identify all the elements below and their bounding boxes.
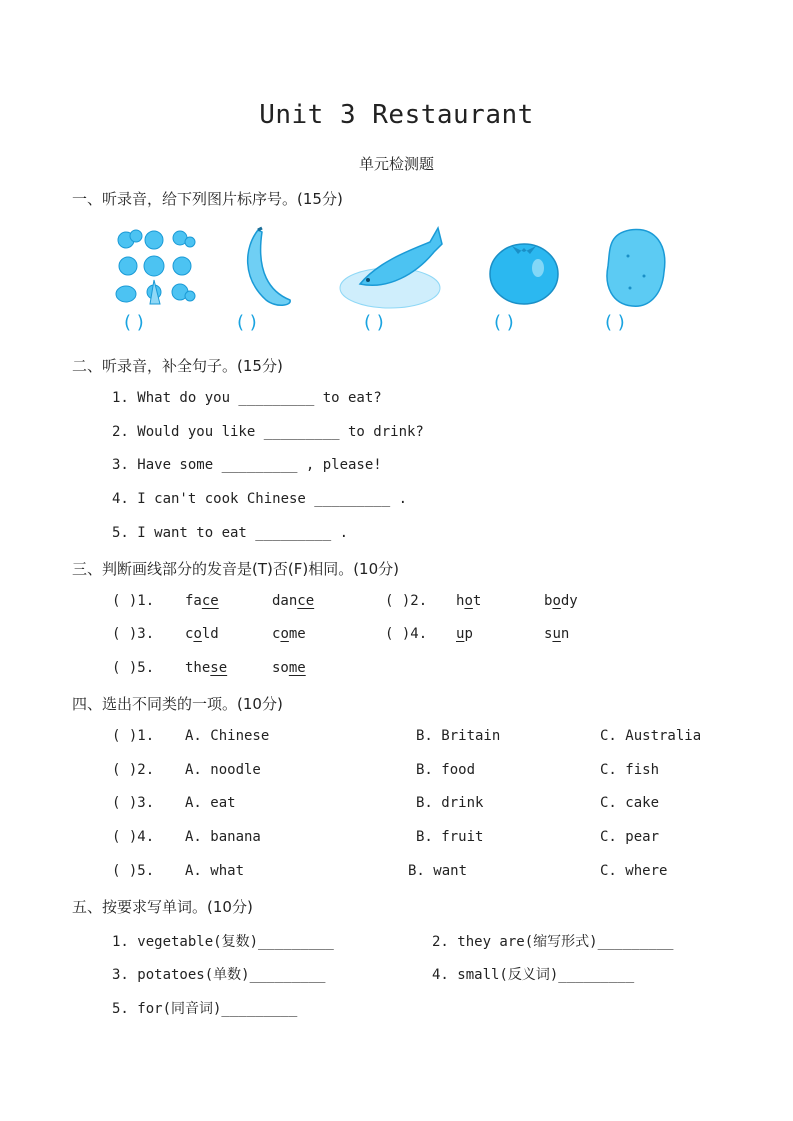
page-title: Unit 3 Restaurant [259, 100, 534, 130]
choice-row-4-number: ( )4. [112, 829, 155, 845]
word-task-1: 1. vegetable(复数)_________ [112, 934, 334, 950]
banana-picture [236, 226, 296, 308]
pron-item-4-number: ( )4. [385, 626, 428, 642]
picture-2-answer-blank[interactable]: ( ) [237, 312, 257, 333]
sentence-2: 2. Would you like _________ to drink? [112, 424, 424, 440]
pron-item-1-word-1: face [185, 593, 219, 609]
choice-row-4-option-c: C. pear [600, 829, 660, 845]
choice-row-3-option-a: A. eat [185, 795, 236, 811]
picture-3-answer-blank[interactable]: ( ) [364, 312, 384, 333]
pron-item-1-number: ( )1. [112, 593, 155, 609]
pron-item-3-word-2: come [272, 626, 306, 642]
word-task-2: 2. they are(缩写形式)_________ [432, 934, 674, 950]
choice-row-5-option-a: A. what [185, 863, 245, 879]
sentence-4: 4. I can't cook Chinese _________ . [112, 491, 408, 507]
word-task-4: 4. small(反义词)_________ [432, 967, 635, 983]
choice-row-5-option-c: C. where [600, 863, 668, 879]
pron-item-2-word-1: hot [456, 593, 482, 609]
sentence-1: 1. What do you _________ to eat? [112, 390, 382, 406]
pron-item-4-word-1: up [456, 626, 473, 642]
choice-row-1-option-b: B. Britain [416, 728, 501, 744]
sentence-5: 5. I want to eat _________ . [112, 525, 349, 541]
pron-item-5-word-2: some [272, 660, 306, 676]
choice-row-5-number: ( )5. [112, 863, 155, 879]
picture-4-answer-blank[interactable]: ( ) [494, 312, 514, 333]
word-task-5: 5. for(同音词)_________ [112, 1001, 298, 1017]
choice-row-4-option-a: A. banana [185, 829, 261, 845]
pron-item-3-word-1: cold [185, 626, 219, 642]
tomato-picture [484, 234, 564, 306]
page-subtitle: 单元检测题 [358, 155, 434, 173]
section-4-heading: 四、选出不同类的一项。(10分) [72, 695, 283, 713]
choice-row-2-number: ( )2. [112, 762, 155, 778]
pron-item-5-number: ( )5. [112, 660, 155, 676]
choice-row-2-option-b: B. food [416, 762, 476, 778]
pron-item-4-word-2: sun [544, 626, 570, 642]
choice-row-1-option-a: A. Chinese [185, 728, 270, 744]
pron-item-2-number: ( )2. [385, 593, 428, 609]
choice-row-3-number: ( )3. [112, 795, 155, 811]
choice-row-1-number: ( )1. [112, 728, 155, 744]
pron-item-1-word-2: dance [272, 593, 315, 609]
sentence-3: 3. Have some _________ , please! [112, 457, 382, 473]
picture-5-answer-blank[interactable]: ( ) [605, 312, 625, 333]
section-5-heading: 五、按要求写单词。(10分) [72, 898, 253, 916]
picture-1-answer-blank[interactable]: ( ) [124, 312, 144, 333]
pron-item-3-number: ( )3. [112, 626, 155, 642]
choice-row-2-option-a: A. noodle [185, 762, 261, 778]
choice-row-2-option-c: C. fish [600, 762, 660, 778]
choice-row-3-option-b: B. drink [416, 795, 484, 811]
pron-item-2-word-2: body [544, 593, 578, 609]
word-task-3: 3. potatoes(单数)_________ [112, 967, 326, 983]
section-3-heading: 三、判断画线部分的发音是(T)否(F)相同。(10分) [72, 560, 399, 578]
pron-item-5-word-1: these [185, 660, 228, 676]
fish-picture [338, 222, 448, 312]
choice-row-4-option-b: B. fruit [416, 829, 484, 845]
section-2-heading: 二、听录音，补全句子。(15分) [72, 357, 283, 375]
section-1-heading: 一、听录音，给下列图片标序号。(15分) [72, 190, 343, 208]
choice-row-5-option-b: B. want [408, 863, 468, 879]
choice-row-3-option-c: C. cake [600, 795, 660, 811]
choice-row-1-option-c: C. Australia [600, 728, 702, 744]
vegetables-picture [110, 226, 200, 308]
potato-picture [600, 226, 670, 310]
